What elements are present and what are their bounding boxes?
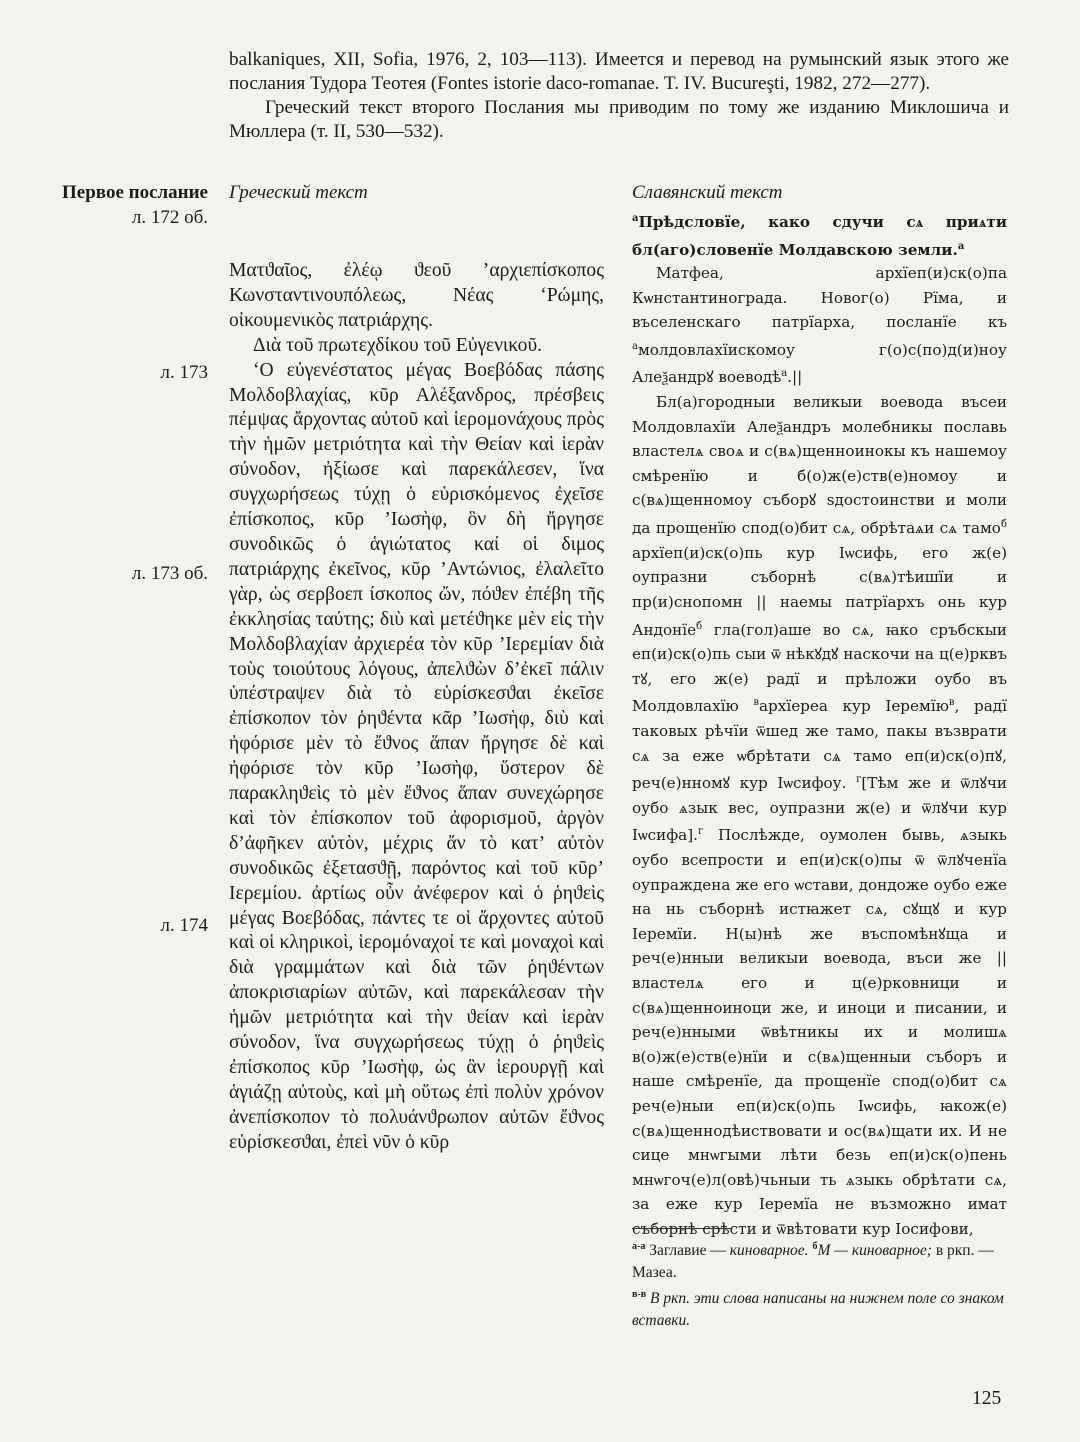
slavonic-body-part: Бл(а)городныи великыи воевода въсеи Молдовлахїи Алеѯандръ молебникы пославь властелѧ своѧ и с(вѧ)щенноинокы къ нашемоу смѣренїю и б(о)ж(е)ств(е)номоу и с(вѧ)щенномоу съборꙋ ѕдостоинстви и моли да прощенїю спод(о)бит сѧ, обрѣтаѧи сѧ тамо xyxy=(632,393,1007,538)
intro-paragraph-1: balkaniques, XII, Sofia, 1976, 2, 103—113). Имеется и перевод на румынский язык этого же послания Тудора Теотея (Fontes istorie daco-romanae. T. IV. Bucureşti, 1982, 272—277). xyxy=(229,49,1009,94)
slavonic-body-part: гла(гол)аше во сѧ, ꙗко сръбскыи еп(и)ск(о)пь сыи ѿ нѣкꙋдꙋ наскочи на ц(е)рквъ тꙋ, его ж(е) радї и прѣложи оубо въ Молдовлахїю xyxy=(632,620,1007,716)
slavonic-title-text-end: молдовлахїискомоу г(о)с(по)д(и)ноу Алеѯандрꙋ воеводѣ xyxy=(632,340,1007,387)
footnote xyxy=(632,1236,1007,1284)
footnote-mark: б xyxy=(812,1241,818,1252)
slavonic-body-part: архїеп(и)ск(о)пь кур Iѡсифь, его ж(е) оупразни съборнѣ с(вѧ)тѣишїи и пр(и)снопомн || наемы патрїархъ онь кур Андонїе xyxy=(632,543,1007,639)
margin-note: л. 174 xyxy=(160,915,208,936)
footnote-mark: а xyxy=(632,340,638,352)
intro-text xyxy=(229,48,1009,144)
page-number: 125 xyxy=(972,1388,1002,1409)
greek-column-heading: Греческий текст xyxy=(229,182,368,203)
footnote-mark: а xyxy=(632,213,639,224)
slavonic-body-part: , радї таковых рѣчїи ѿшед же тамо, пакы възврати сѧ за еже ѡбрѣтати сѧ тамо еп(и)ск(о)пꙋ, реч(е)нномꙋ кур Iѡсифоу. xyxy=(632,697,1007,793)
footnote-emphasis: М — киноварное; xyxy=(817,1242,932,1260)
section-title: Первое послание xyxy=(62,182,208,203)
slavonic-heading-text: Прѣдсловїе, како сдучи сѧ приѧти бл(аго)словенїе Молдавскою земли. xyxy=(632,213,1007,259)
footnote-mark: а-а xyxy=(632,1241,646,1252)
footnote-mark: а xyxy=(957,240,965,252)
slavonic-column-heading: Славянский текст xyxy=(632,182,783,203)
slavonic-text-column xyxy=(632,261,1007,1242)
slavonic-heading xyxy=(632,207,1007,262)
slavonic-title xyxy=(632,261,1007,390)
footnote-emphasis: В ркп. эти слова написаны на нижнем поле со знаком вставки. xyxy=(632,1290,1004,1330)
footnote-mark: б xyxy=(1000,519,1007,531)
greek-body: ‘Ο εὐγενέστατος μέγας Βοεβόδας πάσης Μολδοβλαχίας, κῦρ Αλέξανδρος, πρέσβεις πέμψας ἄρχοντας αὐτοῦ καὶ ἱερομονάχους πρὸς τὴν ἡμῶν μετριότητα καὶ τὴν Θείαν καὶ ἱερὰν σύνοδον, ἠξίωσε καὶ παρεκάλεσεν, ἵνα συγχωρήσεως τύχῃ ὁ εὑρισκόμενος ἐχεῖσε ἐπίσκοπος, κῦρ ’Ιωσὴφ, ὃν δὴ ἤργησε συνοδικῶς ὁ ἁγιώτατος καί οἱ διμος πατριάρχης ἐκεῖνος, κῦρ ’Αντώνιος, ἐλαλεῖτο γὰρ, ὡς σερβοεπ ίσκοπος ὤν, πόϑεν ἐπέβη τῆς ἐκκλησίας ταύτης; διὺ καὶ μετέϑηκε μὲν εἰς τὴν Μολδοβλαχίαν ἀρχιερέα τὸν κῦρ ’Ιερεμίαν διὰ τοὺς τοιούτους λόγους, ἀπελϑὼν δ’ἐκεῖ πάλιν ὑπέστραψεν διὰ τὸ εὑρίσκεσϑαι ἐκεῖσε ἐπίσκοπον τὸν ῥηϑέντα κᾶρ ’Ιωσὴφ, διὺ καὶ ἠφόρισε μὲν τὸ ἔϑνος ἅπαν ἤργησε δὲ καὶ ἠφόρισε τὸν κῦρ ’Ιωσὴφ, ὕστερον δὲ παρακληϑεὶς τὸ μὲν ἔϑνος ἅπαν συνεχώρησε καὶ τὸν ἐπίσκοπον τοῦ ἀφορισμοῦ, ἀργὸν δ’ἀφῆκεν αὐτὸν, μέχρις ἄν τὸ κατ’ αὐτὸν συνοδικῶς ἐξετασϑῇ, παρόντος καὶ τοῦ κῦρ’ Ιερεμίου. ἀρτίως οὖν ἀνέφερον καὶ ὁ ῥηϑεὶς μέγας Βοεβόδας, πάντες τε οἱ ἄρχοντες αὐτοῦ καὶ οἱ κληρικοὶ, ἱερομόναχοί τε καὶ μοναχοὶ καὶ διὰ γραμμάτων καὶ διὰ τῶν ῥηϑέντων ἀποκρισιαρίων αὐτῶν, καὶ παρεκάλεσαν τὴν ἡμῶν μετριότητα καὶ τὴν ϑείαν καὶ ἱερὰν σύνοδον, ἵνα συγχωρήσεως τύχῃ ὁ ῥηϑεὶς ἐπίσκοπος κῦρ ’Ιωσὴφ, ὡς ἂν ἱερουργῇ καὶ ἁγιάζῃ αὐτοὺς, καὶ μὴ οὕτως ἐπὶ πολὺν χρόνον ἀνεπίσκοπον τὸ πολυάνϑρωπον αὐτῶν ἔϑνος εὑρίσκεσϑαι, ἐπεὶ νῦν ὁ κῦρ xyxy=(229,359,604,1153)
slavonic-title-tail: .|| xyxy=(787,368,803,387)
footnote xyxy=(632,1284,1007,1332)
footnote-mark: в xyxy=(753,697,759,709)
footnote-divider xyxy=(632,1228,732,1229)
greek-title: Ματϑαῖος, ἐλέῳ ϑεοῦ ’αρχιεπίσκοπος Κωνσταντινουπόλεως, Νέας ‘Ρώμης, οἰκουμενικὸς πατριάρχης. xyxy=(229,260,604,331)
footnote-mark: г xyxy=(697,826,704,838)
footnote-mark: б xyxy=(696,620,703,632)
footnotes xyxy=(632,1236,1007,1332)
footnote-mark: в xyxy=(948,697,955,709)
footnote-emphasis: киноварное. xyxy=(729,1242,809,1260)
slavonic-body-part: [Тѣм же и ѿлꙋчи оубо ѧзык вес, оупразни ж(е) и ѿлꙋчи кур Iѡсифа]. xyxy=(632,774,1008,845)
footnote-text: Заглавие — xyxy=(649,1242,730,1260)
footnote-mark: г xyxy=(856,774,862,786)
slavonic-title-text: Матфеа, архїеп(и)ск(о)па Кѡнстантинограда. Новог(о) Рїма, и въселенскаго патрїарха, посланїе къ xyxy=(632,264,1007,332)
intro-paragraph-2: Греческий текст второго Послания мы приводим по тому же изданию Миклошича и Мюллера (т. II, 530—532). xyxy=(229,97,1009,142)
footnote-text: в ркп. — Мазеа. xyxy=(632,1242,994,1282)
greek-subtitle: Διὰ τοῦ πρωτεχδίκου τοῦ Εὐγενικοῦ. xyxy=(253,334,543,356)
footnote-mark: а xyxy=(781,368,788,380)
slavonic-body-part: Послѣжде, оумолен бывь, ѧзыкь оубо всепрости и еп(и)ск(о)пы ѿ ѿлꙋченїа оупраждена же его ѡстави, дондоже оубо еже на нь съборнѣ истꙗжет сѧ, сꙋщꙋ и кур Iеремїи. Н(ы)нѣ же въспомѣнꙋща и реч(е)нныи великыи воевода, въси же || властелѧ его и ц(е)рковници и с(вѧ)щенноиноци же, и иноци и писании, и реч(е)нными ѿвѣтникы их и молишѧ в(о)ж(е)ств(е)нїи и с(вѧ)щенныи съборъ и наше смѣренїе, да прощенїе спод(о)бит сѧ реч(е)ныи еп(и)ск(о)пь Iѡсифь, ꙗкож(е) с(вѧ)щеннодѣиствовати и ос(вѧ)щати их. И не сице мнѡгыми лѣти безь еп(и)ск(о)пень мнѡгоч(е)л(овѣ)чьныи ть ѧзыкь обрѣтати сѧ, за еже кур Iеремїа не възможно имат съборнѣ срѣсти и ѿвѣтовати кур Iосифови, xyxy=(632,826,1007,1238)
margin-note: л. 173 об. xyxy=(131,563,208,584)
greek-text-column xyxy=(229,259,604,1156)
footnote-mark: в-в xyxy=(632,1289,647,1301)
margin-note: л. 172 об. xyxy=(131,207,208,228)
slavonic-body xyxy=(632,390,1007,1242)
slavonic-body-part: архїереа кур Iеремїю xyxy=(759,697,949,716)
margin-note: л. 173 xyxy=(160,362,208,383)
